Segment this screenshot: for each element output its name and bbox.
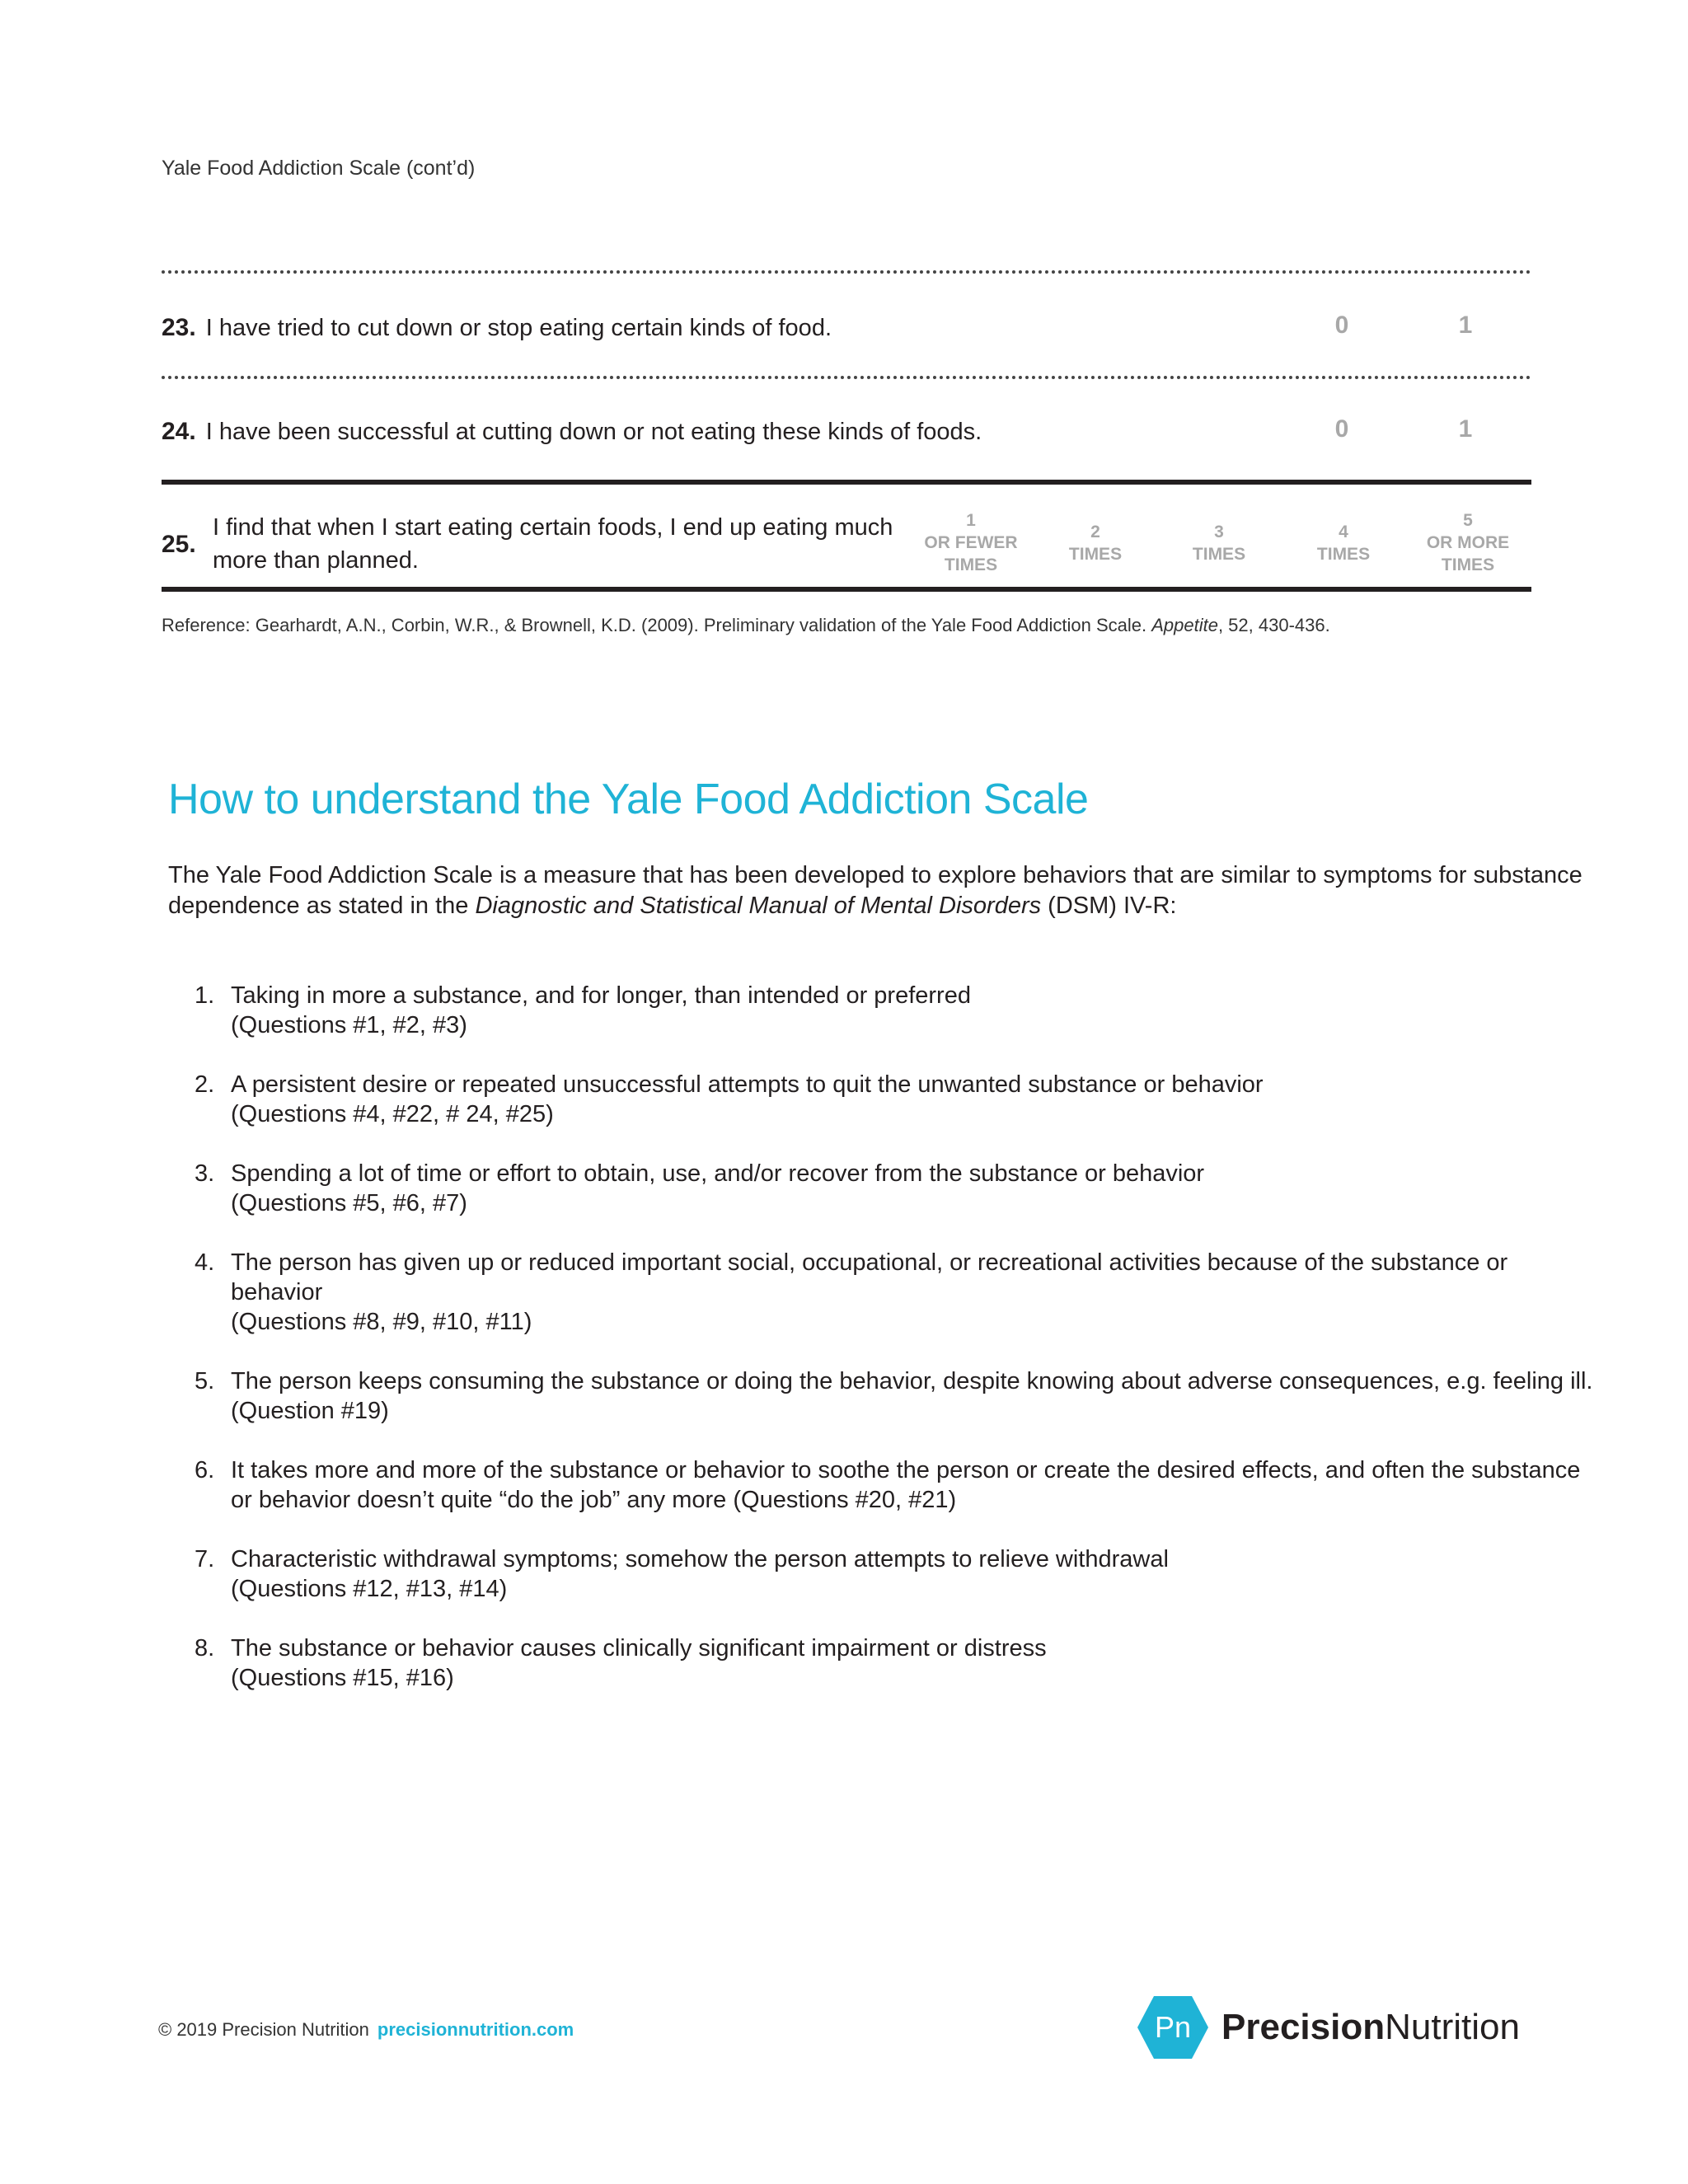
list-item: 1. Taking in more a substance, and for longer, than intended or preferred (Questions #1, #2, #3) (195, 982, 971, 1038)
list-item: 3. Spending a lot of time or effort to obtain, use, and/or recover from the substance or behavior (Questions #5, #6, #7) (195, 1160, 1205, 1216)
dotted-divider (162, 270, 1531, 274)
website-link[interactable]: precisionnutrition.com (377, 2019, 574, 2040)
frequency-option-1[interactable]: 1 OR FEWER TIMES (924, 511, 1018, 574)
question-text: I find that when I start eating certain foods, I end up eating much more than planned. (213, 514, 893, 574)
solid-divider (162, 480, 1531, 485)
list-item: 2. A persistent desire or repeated unsuccessful attempts to quit the unwanted substance or behavior (Questions #4, #22, # 24, #25) (195, 1071, 1264, 1127)
question-text: I have been successful at cutting down or not eating these kinds of foods. (205, 418, 982, 445)
solid-divider (162, 587, 1531, 592)
list-item: 8. The substance or behavior causes clinically significant impairment or distress (Questions #15, #16) (195, 1635, 1047, 1691)
list-item: 7. Characteristic withdrawal symptoms; somehow the person attempts to relieve withdrawal (Questions #12, #13, #14) (195, 1546, 1169, 1602)
question-number: 24. (162, 418, 196, 445)
dotted-divider (162, 376, 1531, 379)
criteria-list (168, 981, 1594, 1722)
list-item: 4. The person has given up or reduced important social, occupational, or recreational activities because of the substance or behavior (Questions #8, #9, #10, #11) (195, 1249, 1508, 1335)
pn-badge-icon (1137, 1996, 1208, 2059)
frequency-option-2[interactable]: 2 TIMES (1068, 523, 1123, 564)
list-item: 6. It takes more and more of the substance or behavior to soothe the person or create the desired effects, and often the substance or behavior doesn’t quite “do the job” any more (Questions #20, #21) (195, 1457, 1581, 1513)
section-title: How to understand the Yale Food Addiction Scale (168, 776, 1089, 823)
frequency-option-5[interactable]: 5 OR MORE TIMES (1426, 511, 1510, 574)
answer-option-1[interactable]: 1 (1458, 312, 1473, 339)
footer-copyright: © 2019 Precision Nutrition precisionnutrition.com (158, 2019, 574, 2040)
precision-nutrition-logo (1137, 1996, 1520, 2059)
reference-citation: Reference: Gearhardt, A.N., Corbin, W.R., & Brownell, K.D. (2009). Preliminary validation of the Yale Food Addiction Scale. Appetite, 52, 430-436. (162, 615, 1330, 635)
section-intro: The Yale Food Addiction Scale is a measure that has been developed to explore behaviors that are similar to symptoms for substance dependence as stated in the Diagnostic and Statistical Manual of Mental Disorders (DSM) IV-R: (168, 862, 1582, 919)
question-number: 23. (162, 314, 196, 341)
frequency-option-3[interactable]: 3 TIMES (1192, 523, 1246, 564)
answer-option-0[interactable]: 0 (1334, 415, 1349, 443)
logo-wordmark: PrecisionNutrition (1221, 2007, 1520, 2047)
question-number: 25. (162, 531, 196, 558)
answer-option-0[interactable]: 0 (1334, 312, 1349, 339)
answer-option-1[interactable]: 1 (1458, 415, 1473, 443)
svg-text:Pn: Pn (1154, 2010, 1192, 2044)
question-text: I have tried to cut down or stop eating certain kinds of food. (205, 314, 832, 341)
running-title: Yale Food Addiction Scale (cont’d) (162, 157, 476, 180)
list-item: 5. The person keeps consuming the substance or doing the behavior, despite knowing about adverse consequences, e.g. feeling ill. (Question #19) (195, 1368, 1593, 1424)
frequency-option-4[interactable]: 4 TIMES (1316, 523, 1371, 564)
